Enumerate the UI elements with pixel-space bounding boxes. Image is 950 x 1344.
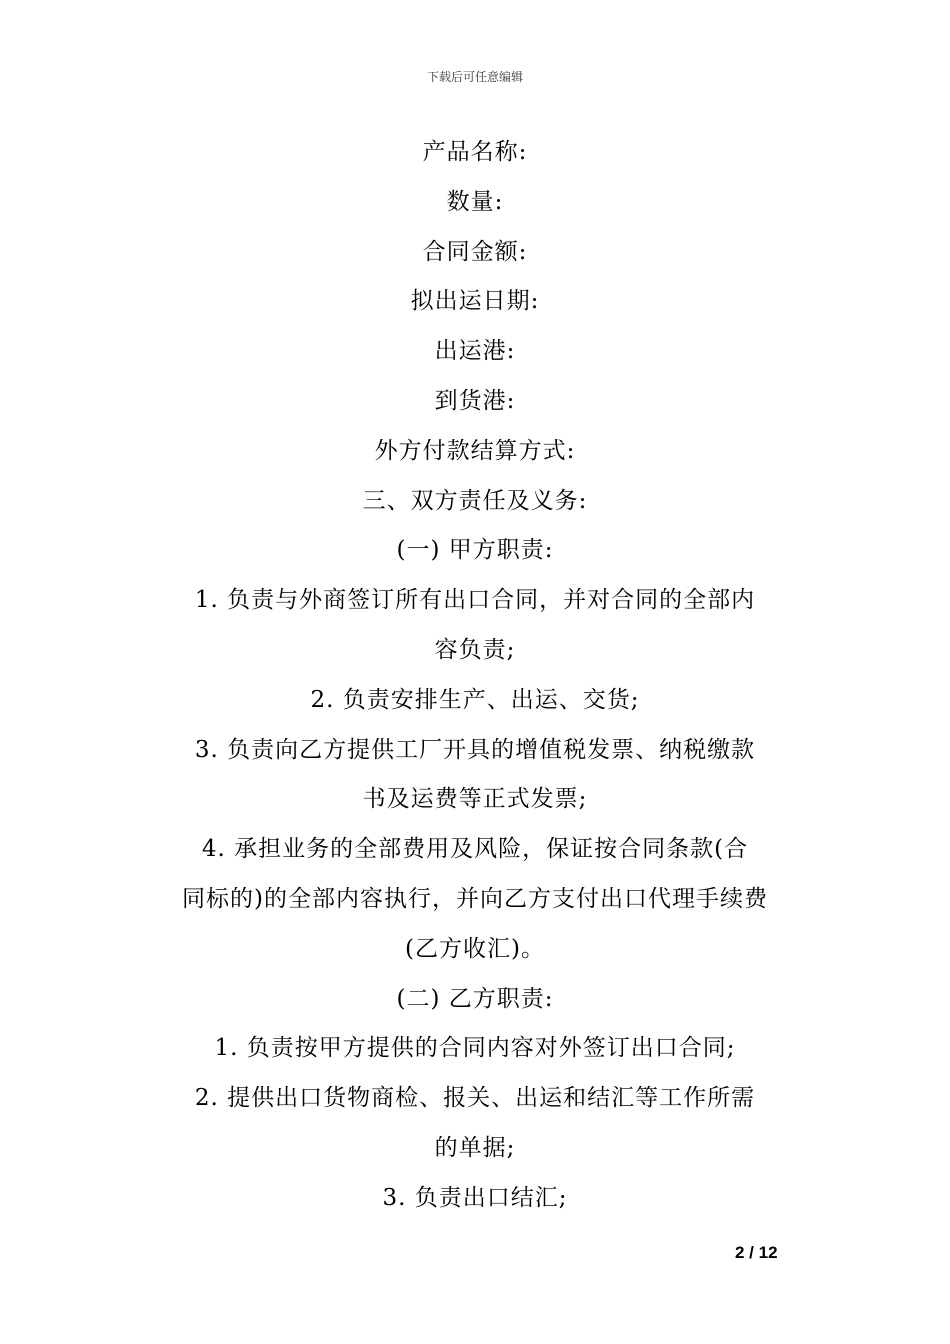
party-a-item-3-line-1: 3. 负责向乙方提供工厂开具的增值税发票、纳税缴款 — [194, 737, 756, 763]
page-header: 下载后可任意编辑 — [426, 70, 523, 84]
party-b-item-2-line-2: 的单据; — [434, 1135, 516, 1161]
field-port-of-destination: 到货港: — [434, 388, 516, 414]
section-heading-responsibilities: 三、双方责任及义务: — [362, 488, 588, 514]
party-a-item-1-line-2: 容负责; — [434, 637, 516, 663]
party-a-item-1-line-1: 1. 负责与外商签订所有出口合同，并对合同的全部内 — [194, 587, 756, 613]
field-quantity: 数量: — [446, 189, 504, 215]
party-a-item-4-line-2: 同标的)的全部内容执行，并向乙方支付出口代理手续费 — [182, 886, 768, 912]
field-product-name: 产品名称: — [422, 139, 528, 165]
party-b-item-2-line-1: 2. 提供出口货物商检、报关、出运和结汇等工作所需 — [194, 1085, 756, 1111]
party-a-item-4-line-3: (乙方收汇)。 — [405, 936, 545, 962]
field-planned-shipping-date: 拟出运日期: — [410, 288, 540, 314]
party-a-item-3-line-2: 书及运费等正式发票; — [362, 786, 588, 812]
subsection-heading-party-b: (二) 乙方职责: — [396, 986, 554, 1012]
party-a-item-2: 2. 负责安排生产、出运、交货; — [310, 687, 640, 713]
field-port-of-shipment: 出运港: — [434, 338, 516, 364]
page-number: 2 / 12 — [735, 1243, 778, 1262]
party-a-item-4-line-1: 4. 承担业务的全部费用及风险，保证按合同条款(合 — [201, 836, 749, 862]
field-contract-amount: 合同金额: — [422, 239, 528, 265]
party-b-item-1: 1. 负责按甲方提供的合同内容对外签订出口合同; — [214, 1035, 736, 1061]
subsection-heading-party-a: (一) 甲方职责: — [396, 537, 554, 563]
party-b-item-3: 3. 负责出口结汇; — [382, 1185, 568, 1211]
field-payment-settlement: 外方付款结算方式: — [374, 438, 576, 464]
